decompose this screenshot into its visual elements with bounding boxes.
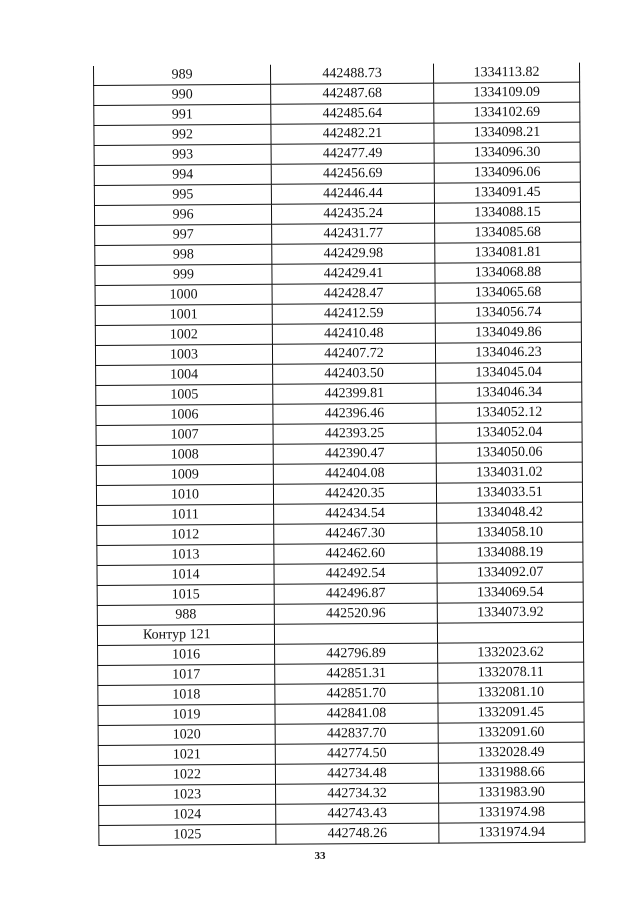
section-label: Контур 121 xyxy=(97,624,274,645)
y-coordinate-cell: 1334046.34 xyxy=(436,382,582,403)
point-number-cell: 999 xyxy=(95,264,272,285)
y-coordinate-cell: 1334088.19 xyxy=(437,542,583,563)
point-number-cell: 1009 xyxy=(96,464,273,485)
x-coordinate-cell: 442404.08 xyxy=(273,463,436,484)
x-coordinate-cell: 442734.32 xyxy=(276,783,439,804)
y-coordinate-cell: 1334068.88 xyxy=(435,262,581,283)
point-number-cell: 991 xyxy=(94,104,271,125)
x-coordinate-cell: 442743.43 xyxy=(276,803,439,824)
y-coordinate-cell: 1334052.12 xyxy=(436,402,582,423)
point-number-cell: 1012 xyxy=(97,524,274,545)
point-number-cell: 1015 xyxy=(97,584,274,605)
y-coordinate-cell: 1334033.51 xyxy=(436,482,582,503)
x-coordinate-cell: 442412.59 xyxy=(272,303,435,324)
x-coordinate-cell: 442435.24 xyxy=(271,203,434,224)
y-coordinate-cell: 1334056.74 xyxy=(435,302,581,323)
point-number-cell: 1010 xyxy=(96,484,273,505)
y-coordinate-cell: 1334073.92 xyxy=(437,602,583,623)
table-row xyxy=(96,422,582,445)
table-row xyxy=(93,63,579,86)
point-number-cell: 996 xyxy=(94,204,271,225)
table-row xyxy=(95,282,581,305)
y-coordinate-cell: 1334102.69 xyxy=(434,102,580,123)
x-coordinate-cell: 442403.50 xyxy=(273,363,436,384)
y-coordinate-cell: 1334088.15 xyxy=(434,202,580,223)
table-row xyxy=(96,402,582,425)
x-coordinate-cell: 442748.26 xyxy=(276,823,439,844)
point-number-cell: 1024 xyxy=(99,804,276,825)
point-number-cell: 1003 xyxy=(95,344,272,365)
point-number-cell: 989 xyxy=(93,65,270,86)
table-row xyxy=(98,742,584,765)
y-coordinate-cell: 1334098.21 xyxy=(434,122,580,143)
x-coordinate-cell: 442420.35 xyxy=(273,483,436,504)
point-number-cell: 1016 xyxy=(98,644,275,665)
point-number-cell: 1006 xyxy=(96,404,273,425)
table-row xyxy=(97,522,583,545)
table-row xyxy=(97,602,583,625)
y-coordinate-cell: 1334058.10 xyxy=(437,522,583,543)
x-coordinate-cell: 442774.50 xyxy=(275,743,438,764)
empty-cell xyxy=(274,623,437,644)
point-number-cell: 1022 xyxy=(98,764,275,785)
x-coordinate-cell: 442429.41 xyxy=(272,263,435,284)
table-row xyxy=(94,182,580,205)
table-row xyxy=(99,822,585,845)
point-number-cell: 993 xyxy=(94,144,271,165)
point-number-cell: 1011 xyxy=(97,504,274,525)
y-coordinate-cell: 1334046.23 xyxy=(435,342,581,363)
y-coordinate-cell: 1334048.42 xyxy=(437,502,583,523)
x-coordinate-cell: 442390.47 xyxy=(273,443,436,464)
point-number-cell: 1000 xyxy=(95,284,272,305)
x-coordinate-cell: 442851.31 xyxy=(275,663,438,684)
point-number-cell: 1021 xyxy=(98,744,275,765)
x-coordinate-cell: 442482.21 xyxy=(271,123,434,144)
page-number: 33 xyxy=(314,850,326,862)
x-coordinate-cell: 442485.64 xyxy=(271,103,434,124)
x-coordinate-cell: 442456.69 xyxy=(271,163,434,184)
empty-cell xyxy=(437,622,583,643)
table-row xyxy=(95,222,581,245)
x-coordinate-cell: 442487.68 xyxy=(271,83,434,104)
point-number-cell: 988 xyxy=(97,604,274,625)
point-number-cell: 1018 xyxy=(98,684,275,705)
table-row xyxy=(95,342,581,365)
point-number-cell: 1014 xyxy=(97,564,274,585)
x-coordinate-cell: 442396.46 xyxy=(273,403,436,424)
table-row xyxy=(95,302,581,325)
x-coordinate-cell: 442407.72 xyxy=(272,343,435,364)
point-number-cell: 995 xyxy=(94,184,271,205)
point-number-cell: 1005 xyxy=(96,384,273,405)
table-row xyxy=(99,782,585,805)
point-number-cell: 1017 xyxy=(98,664,275,685)
point-number-cell: 994 xyxy=(94,164,271,185)
table-row xyxy=(98,762,584,785)
y-coordinate-cell: 1332028.49 xyxy=(438,742,584,763)
x-coordinate-cell: 442496.87 xyxy=(274,583,437,604)
x-coordinate-cell: 442393.25 xyxy=(273,423,436,444)
x-coordinate-cell: 442428.47 xyxy=(272,283,435,304)
y-coordinate-cell: 1334049.86 xyxy=(435,322,581,343)
x-coordinate-cell: 442492.54 xyxy=(274,563,437,584)
coordinates-table-body xyxy=(93,63,584,846)
table-row xyxy=(96,362,582,385)
table-row xyxy=(98,662,584,685)
point-number-cell: 1019 xyxy=(98,704,275,725)
y-coordinate-cell: 1334065.68 xyxy=(435,282,581,303)
y-coordinate-cell: 1332091.45 xyxy=(438,702,584,723)
table-row xyxy=(96,442,582,465)
point-number-cell: 998 xyxy=(95,244,272,265)
table-row xyxy=(98,642,584,665)
point-number-cell: 1025 xyxy=(99,824,276,845)
table-row xyxy=(96,482,582,505)
point-number-cell: 1020 xyxy=(98,724,275,745)
table-row xyxy=(96,462,582,485)
y-coordinate-cell: 1334113.82 xyxy=(433,63,579,84)
y-coordinate-cell: 1331983.90 xyxy=(439,782,585,803)
table-row xyxy=(99,802,585,825)
point-number-cell: 1007 xyxy=(96,424,273,445)
y-coordinate-cell: 1334050.06 xyxy=(436,442,582,463)
x-coordinate-cell: 442520.96 xyxy=(274,603,437,624)
point-number-cell: 997 xyxy=(95,224,272,245)
point-number-cell: 1001 xyxy=(95,304,272,325)
y-coordinate-cell: 1331974.94 xyxy=(439,822,585,843)
y-coordinate-cell: 1332081.10 xyxy=(438,682,584,703)
y-coordinate-cell: 1332078.11 xyxy=(438,662,584,683)
table-row xyxy=(98,702,584,725)
y-coordinate-cell: 1332023.62 xyxy=(438,642,584,663)
x-coordinate-cell: 442431.77 xyxy=(272,223,435,244)
y-coordinate-cell: 1332091.60 xyxy=(438,722,584,743)
point-number-cell: 990 xyxy=(94,84,271,105)
table-row xyxy=(94,142,580,165)
table-row xyxy=(94,122,580,145)
table-row xyxy=(95,242,581,265)
x-coordinate-cell: 442841.08 xyxy=(275,703,438,724)
x-coordinate-cell: 442446.44 xyxy=(271,183,434,204)
table-row xyxy=(98,682,584,705)
table-row xyxy=(94,162,580,185)
x-coordinate-cell: 442434.54 xyxy=(274,503,437,524)
table-row xyxy=(96,382,582,405)
table-row xyxy=(97,582,583,605)
x-coordinate-cell: 442477.49 xyxy=(271,143,434,164)
y-coordinate-cell: 1334085.68 xyxy=(435,222,581,243)
y-coordinate-cell: 1334031.02 xyxy=(436,462,582,483)
table-row xyxy=(94,202,580,225)
x-coordinate-cell: 442837.70 xyxy=(275,723,438,744)
point-number-cell: 1002 xyxy=(95,324,272,345)
x-coordinate-cell: 442488.73 xyxy=(270,64,433,85)
table-row xyxy=(98,722,584,745)
x-coordinate-cell: 442462.60 xyxy=(274,543,437,564)
point-number-cell: 1013 xyxy=(97,544,274,565)
table-row xyxy=(95,322,581,345)
y-coordinate-cell: 1334045.04 xyxy=(436,362,582,383)
y-coordinate-cell: 1334081.81 xyxy=(435,242,581,263)
x-coordinate-cell: 442467.30 xyxy=(274,523,437,544)
table-row xyxy=(97,502,583,525)
table-row xyxy=(95,262,581,285)
table-row xyxy=(97,562,583,585)
y-coordinate-cell: 1331974.98 xyxy=(439,802,585,823)
x-coordinate-cell: 442851.70 xyxy=(275,683,438,704)
x-coordinate-cell: 442399.81 xyxy=(273,383,436,404)
x-coordinate-cell: 442734.48 xyxy=(275,763,438,784)
y-coordinate-cell: 1334069.54 xyxy=(437,582,583,603)
y-coordinate-cell: 1334109.09 xyxy=(434,82,580,103)
coordinates-table xyxy=(93,63,585,846)
y-coordinate-cell: 1331988.66 xyxy=(438,762,584,783)
table-row xyxy=(97,542,583,565)
table-row xyxy=(94,82,580,105)
x-coordinate-cell: 442410.48 xyxy=(272,323,435,344)
point-number-cell: 1023 xyxy=(99,784,276,805)
x-coordinate-cell: 442796.89 xyxy=(275,643,438,664)
point-number-cell: 1004 xyxy=(96,364,273,385)
point-number-cell: 992 xyxy=(94,124,271,145)
y-coordinate-cell: 1334052.04 xyxy=(436,422,582,443)
y-coordinate-cell: 1334092.07 xyxy=(437,562,583,583)
y-coordinate-cell: 1334096.30 xyxy=(434,142,580,163)
x-coordinate-cell: 442429.98 xyxy=(272,243,435,264)
y-coordinate-cell: 1334091.45 xyxy=(434,182,580,203)
point-number-cell: 1008 xyxy=(96,444,273,465)
y-coordinate-cell: 1334096.06 xyxy=(434,162,580,183)
table-row xyxy=(94,102,580,125)
